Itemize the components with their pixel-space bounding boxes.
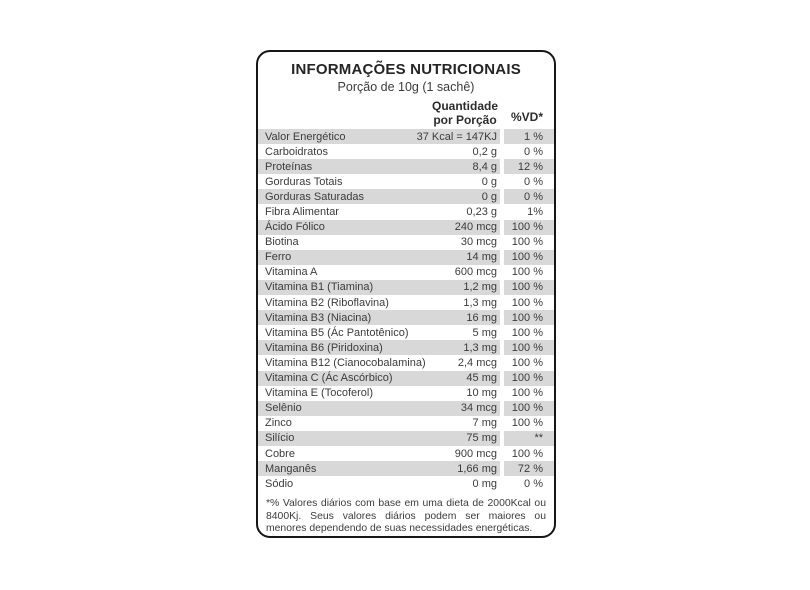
table-row bbox=[258, 371, 554, 386]
nutrient-name: Vitamina E (Tocoferol) bbox=[265, 387, 374, 400]
table-row bbox=[258, 174, 554, 189]
nutrient-daily-value: 1% bbox=[527, 206, 543, 219]
table-row bbox=[258, 401, 554, 416]
row-main-segment bbox=[258, 265, 500, 280]
nutrient-name: Silício bbox=[265, 432, 295, 445]
nutrient-name: Vitamina B3 (Niacina) bbox=[265, 311, 372, 324]
table-row bbox=[258, 189, 554, 204]
nutrient-daily-value: ** bbox=[534, 432, 543, 445]
row-dv-segment bbox=[504, 174, 554, 189]
row-dv-segment bbox=[504, 340, 554, 355]
nutrient-quantity: 5 mg bbox=[472, 326, 497, 339]
table-row bbox=[258, 386, 554, 401]
table-row bbox=[258, 144, 554, 159]
table-row bbox=[258, 235, 554, 250]
nutrient-quantity: 1,66 mg bbox=[457, 462, 497, 475]
row-dv-segment bbox=[504, 144, 554, 159]
nutrient-name: Ácido Fólico bbox=[265, 221, 325, 234]
nutrient-quantity: 16 mg bbox=[466, 311, 497, 324]
nutrient-quantity: 10 mg bbox=[466, 387, 497, 400]
nutrient-daily-value: 0 % bbox=[524, 175, 543, 188]
row-main-segment bbox=[258, 340, 500, 355]
row-dv-segment bbox=[504, 371, 554, 386]
row-dv-segment bbox=[504, 235, 554, 250]
row-main-segment bbox=[258, 280, 500, 295]
nutrient-quantity: 30 mcg bbox=[460, 236, 497, 249]
row-main-segment bbox=[258, 476, 500, 491]
nutrient-name: Manganês bbox=[265, 462, 317, 475]
nutrition-rows bbox=[258, 129, 554, 491]
nutrient-daily-value: 1 % bbox=[524, 130, 543, 143]
nutrient-name: Gorduras Totais bbox=[265, 175, 343, 188]
table-row bbox=[258, 355, 554, 370]
nutrient-name: Vitamina B2 (Riboflavina) bbox=[265, 296, 389, 309]
nutrient-daily-value: 0 % bbox=[524, 477, 543, 490]
table-row bbox=[258, 295, 554, 310]
table-row bbox=[258, 220, 554, 235]
row-main-segment bbox=[258, 371, 500, 386]
nutrient-name: Proteínas bbox=[265, 160, 313, 173]
table-row bbox=[258, 310, 554, 325]
nutrient-quantity: 1,3 mg bbox=[463, 341, 497, 354]
nutrient-quantity: 34 mcg bbox=[460, 402, 497, 415]
nutrient-daily-value: 100 % bbox=[511, 221, 543, 234]
daily-value-footnote: *% Valores diários com base em uma dieta de 2000Kcal ou 8400Kj. Seus valores diários podem ser maiores ou menores dependendo de suas necessidades energéticas. bbox=[266, 498, 546, 535]
nutrient-quantity: 0 g bbox=[481, 190, 497, 203]
nutrient-daily-value: 100 % bbox=[511, 296, 543, 309]
nutrient-name: Vitamina B12 (Cianocobalamina) bbox=[265, 356, 426, 369]
table-row bbox=[258, 446, 554, 461]
nutrient-name: Biotina bbox=[265, 236, 299, 249]
row-main-segment bbox=[258, 355, 500, 370]
nutrient-daily-value: 100 % bbox=[511, 251, 543, 264]
nutrition-panel-title: INFORMAÇÕES NUTRICIONAIS bbox=[291, 61, 521, 78]
table-row bbox=[258, 416, 554, 431]
row-main-segment bbox=[258, 325, 500, 340]
nutrient-name: Vitamina B5 (Ác Pantotênico) bbox=[265, 326, 409, 339]
row-main-segment bbox=[258, 250, 500, 265]
nutrient-daily-value: 100 % bbox=[511, 281, 543, 294]
nutrient-name: Carboidratos bbox=[265, 145, 328, 158]
row-dv-segment bbox=[504, 280, 554, 295]
nutrient-daily-value: 100 % bbox=[511, 326, 543, 339]
nutrient-quantity: 900 mcg bbox=[454, 447, 497, 460]
nutrient-daily-value: 100 % bbox=[511, 356, 543, 369]
nutrient-name: Vitamina C (Ác Ascórbico) bbox=[265, 372, 393, 385]
row-main-segment bbox=[258, 446, 500, 461]
nutrient-name: Ferro bbox=[265, 251, 292, 264]
row-dv-segment bbox=[504, 310, 554, 325]
nutrient-daily-value: 12 % bbox=[517, 160, 543, 173]
row-main-segment bbox=[258, 310, 500, 325]
row-main-segment bbox=[258, 461, 500, 476]
row-dv-segment bbox=[504, 204, 554, 219]
nutrient-name: Zinco bbox=[265, 417, 292, 430]
row-main-segment bbox=[258, 144, 500, 159]
nutrient-daily-value: 72 % bbox=[517, 462, 543, 475]
table-row bbox=[258, 265, 554, 280]
row-main-segment bbox=[258, 295, 500, 310]
row-dv-segment bbox=[504, 159, 554, 174]
nutrient-quantity: 37 Kcal = 147KJ bbox=[416, 130, 497, 143]
table-row bbox=[258, 431, 554, 446]
nutrient-name: Vitamina B1 (Tiamina) bbox=[265, 281, 374, 294]
nutrient-name: Selênio bbox=[265, 402, 302, 415]
row-dv-segment bbox=[504, 265, 554, 280]
row-main-segment bbox=[258, 189, 500, 204]
nutrient-quantity: 75 mg bbox=[466, 432, 497, 445]
nutrient-quantity: 1,2 mg bbox=[463, 281, 497, 294]
table-row bbox=[258, 129, 554, 144]
daily-value-column-header: %VD* bbox=[510, 110, 543, 124]
nutrient-quantity: 2,4 mcg bbox=[457, 356, 497, 369]
table-row bbox=[258, 280, 554, 295]
nutrient-daily-value: 100 % bbox=[511, 387, 543, 400]
table-row bbox=[258, 159, 554, 174]
nutrient-daily-value: 100 % bbox=[511, 266, 543, 279]
nutrient-daily-value: 100 % bbox=[511, 311, 543, 324]
row-dv-segment bbox=[504, 431, 554, 446]
nutrient-name: Gorduras Saturadas bbox=[265, 190, 365, 203]
row-dv-segment bbox=[504, 325, 554, 340]
nutrition-facts-panel bbox=[256, 50, 556, 538]
nutrient-quantity: 14 mg bbox=[466, 251, 497, 264]
nutrient-name: Valor Energético bbox=[265, 130, 346, 143]
nutrient-name: Vitamina A bbox=[265, 266, 318, 279]
table-row bbox=[258, 250, 554, 265]
row-dv-segment bbox=[504, 355, 554, 370]
nutrient-daily-value: 100 % bbox=[511, 417, 543, 430]
nutrient-name: Cobre bbox=[265, 447, 295, 460]
row-main-segment bbox=[258, 174, 500, 189]
nutrient-name: Fibra Alimentar bbox=[265, 206, 339, 219]
table-row bbox=[258, 476, 554, 491]
nutrient-quantity: 0,2 g bbox=[472, 145, 497, 158]
row-dv-segment bbox=[504, 250, 554, 265]
nutrient-daily-value: 100 % bbox=[511, 341, 543, 354]
row-dv-segment bbox=[504, 295, 554, 310]
row-main-segment bbox=[258, 159, 500, 174]
row-dv-segment bbox=[504, 461, 554, 476]
row-dv-segment bbox=[504, 220, 554, 235]
serving-size-subtitle: Porção de 10g (1 sachê) bbox=[337, 80, 475, 94]
table-row bbox=[258, 461, 554, 476]
row-dv-segment bbox=[504, 446, 554, 461]
nutrient-daily-value: 100 % bbox=[511, 236, 543, 249]
nutrient-name: Sódio bbox=[265, 477, 294, 490]
nutrient-daily-value: 0 % bbox=[524, 145, 543, 158]
nutrient-daily-value: 100 % bbox=[511, 447, 543, 460]
row-main-segment bbox=[258, 401, 500, 416]
row-dv-segment bbox=[504, 189, 554, 204]
row-main-segment bbox=[258, 235, 500, 250]
column-header-row bbox=[258, 97, 554, 129]
row-dv-segment bbox=[504, 401, 554, 416]
row-main-segment bbox=[258, 431, 500, 446]
row-dv-segment bbox=[504, 476, 554, 491]
table-row bbox=[258, 204, 554, 219]
quantity-header-line1: Quantidade bbox=[431, 99, 498, 113]
nutrient-quantity: 600 mcg bbox=[454, 266, 497, 279]
nutrient-quantity: 7 mg bbox=[472, 417, 497, 430]
nutrient-daily-value: 100 % bbox=[511, 402, 543, 415]
nutrient-quantity: 8,4 g bbox=[472, 160, 497, 173]
nutrient-quantity: 0 mg bbox=[472, 477, 497, 490]
nutrient-quantity: 45 mg bbox=[466, 372, 497, 385]
nutrient-quantity: 0 g bbox=[481, 175, 497, 188]
row-main-segment bbox=[258, 416, 500, 431]
nutrient-quantity: 240 mcg bbox=[454, 221, 497, 234]
quantity-column-header bbox=[432, 99, 498, 127]
nutrient-quantity: 0,23 g bbox=[466, 206, 497, 219]
row-dv-segment bbox=[504, 386, 554, 401]
row-dv-segment bbox=[504, 416, 554, 431]
row-main-segment bbox=[258, 386, 500, 401]
quantity-header-line2: por Porção bbox=[433, 113, 497, 127]
table-row bbox=[258, 325, 554, 340]
nutrient-daily-value: 0 % bbox=[524, 190, 543, 203]
nutrient-quantity: 1,3 mg bbox=[463, 296, 497, 309]
row-main-segment bbox=[258, 204, 500, 219]
nutrient-daily-value: 100 % bbox=[511, 372, 543, 385]
row-main-segment bbox=[258, 129, 500, 144]
row-main-segment bbox=[258, 220, 500, 235]
table-row bbox=[258, 340, 554, 355]
row-dv-segment bbox=[504, 129, 554, 144]
nutrient-name: Vitamina B6 (Piridoxina) bbox=[265, 341, 383, 354]
